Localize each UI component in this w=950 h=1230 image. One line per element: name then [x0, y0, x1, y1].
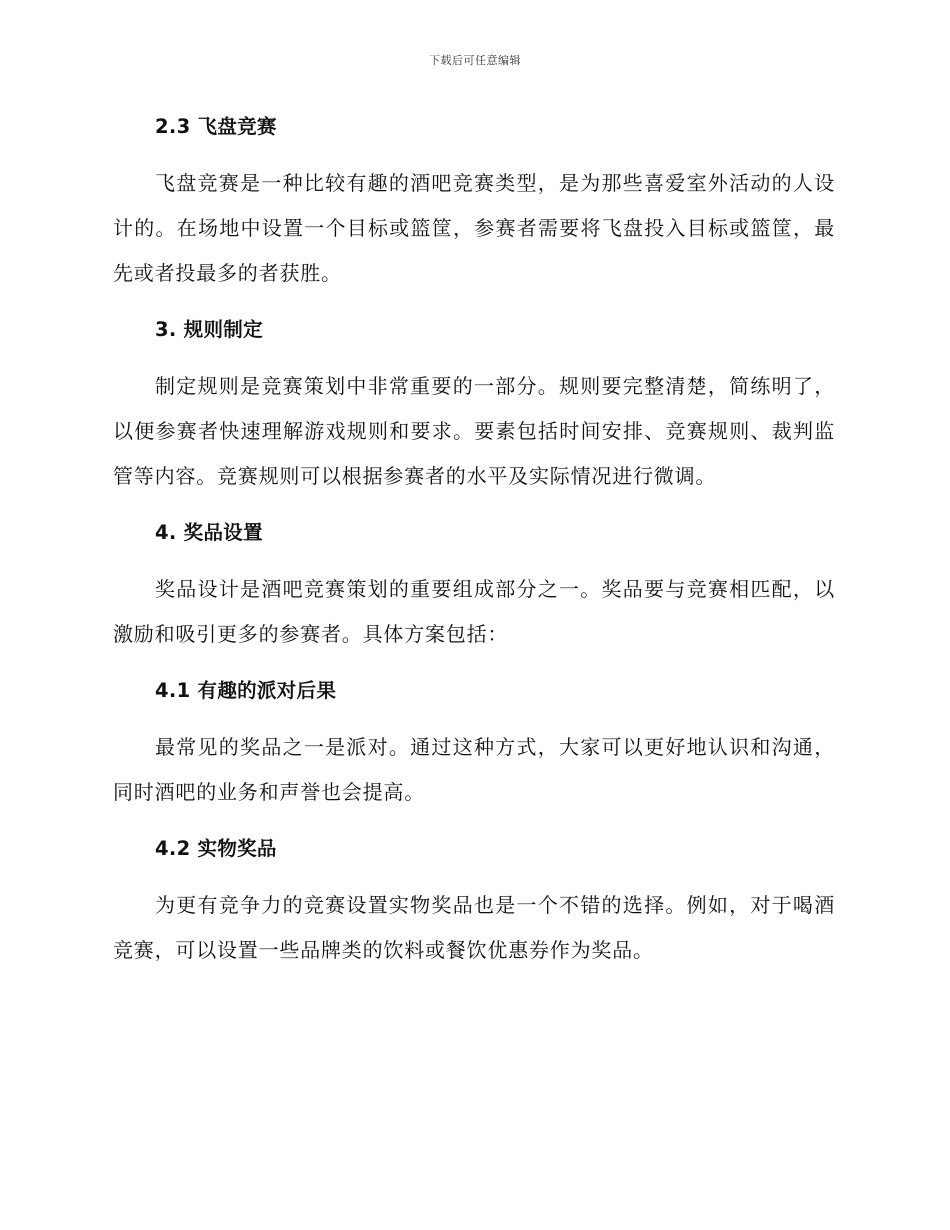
section-4-1: [113, 676, 835, 834]
section-paragraph: 奖品设计是酒吧竞赛策划的重要组成部分之一。奖品要与竞赛相匹配，以激励和吸引更多的参赛者。具体方案包括：: [113, 577, 835, 646]
section-paragraph: 飞盘竞赛是一种比较有趣的酒吧竞赛类型，是为那些喜爱室外活动的人设计的。在场地中设置一个目标或篮筐，参赛者需要将飞盘投入目标或篮筐，最先或者投最多的者获胜。: [113, 171, 835, 285]
section-4: [113, 518, 835, 676]
section-heading: 3. 规则制定: [155, 318, 263, 341]
section-paragraph: 制定规则是竞赛策划中非常重要的一部分。规则要完整清楚，简练明了，以便参赛者快速理解游戏规则和要求。要素包括时间安排、竞赛规则、裁判监管等内容。竞赛规则可以根据参赛者的水平及实际情况进行微调。: [113, 374, 835, 488]
section-paragraph: 最常见的奖品之一是派对。通过这种方式，大家可以更好地认识和沟通，同时酒吧的业务和声誉也会提高。: [113, 735, 835, 804]
section-heading: 2.3 飞盘竞赛: [155, 115, 277, 138]
section-heading: 4.2 实物奖品: [155, 837, 277, 860]
document-body: [113, 112, 835, 973]
section-paragraph: 为更有竞争力的竞赛设置实物奖品也是一个不错的选择。例如，对于喝酒竞赛，可以设置一些品牌类的饮料或餐饮优惠券作为奖品。: [113, 893, 835, 962]
section-2-3: [113, 112, 835, 315]
section-3: [113, 315, 835, 518]
section-heading: 4.1 有趣的派对后果: [155, 679, 337, 702]
page-header-note: 下载后可任意编辑: [429, 54, 521, 67]
section-heading: 4. 奖品设置: [155, 521, 263, 544]
section-4-2: [113, 834, 835, 973]
